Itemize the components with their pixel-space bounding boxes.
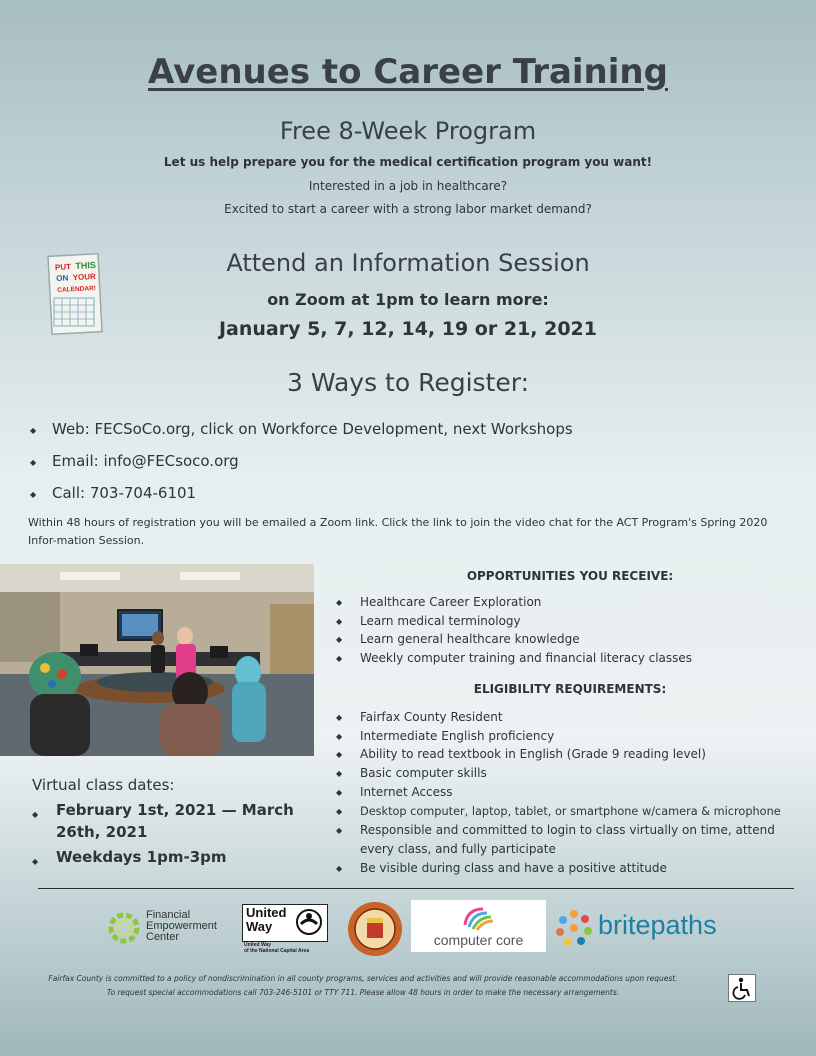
list-item [336,783,796,802]
bullet-icon: ◆ [32,810,39,819]
united-way-caption1: United Way [244,942,272,948]
eligibility-text: Be visible during class and have a positive attitude [360,860,667,875]
bullet-icon: ◆ [336,635,343,645]
partner-logos [0,898,816,958]
badge-this: THIS [75,259,97,272]
eligibility-text: Basic computer skills [360,766,487,781]
accessibility-icon [728,974,756,1002]
bullet-icon: ◆ [30,426,37,435]
virtual-date-range: February 1st, 2021 — March 26th, 2021 [56,801,294,841]
badge-put: PUT [54,262,72,273]
virtual-dates-heading: Virtual class dates: [32,776,175,794]
list-item [336,649,692,668]
register-heading: 3 Ways to Register: [286,368,530,397]
united-way-line2: Way [246,919,273,934]
fec-ring-icon [106,910,142,946]
virtual-dates-list [32,799,322,871]
bullet-icon: ◆ [336,654,343,664]
bullet-icon: ◆ [336,713,343,722]
bullet-icon: ◆ [336,750,343,760]
bullet-icon: ◆ [30,490,37,499]
register-email: Email: info@FECsoco.org [52,452,239,470]
bullet-icon: ◆ [336,826,343,836]
bullet-icon: ◆ [32,857,39,866]
list-item [336,764,796,783]
eligibility-text: Desktop computer, laptop, tablet, or smartphone w/camera & microphone [360,804,781,818]
list-item [30,452,573,484]
britepaths-dots-icon [554,908,594,948]
opportunity-text: Weekly computer training and financial literacy classes [360,651,693,666]
wheelchair-icon [729,975,755,1001]
united-way-hand-icon [295,908,323,936]
britepaths-logo [554,906,734,952]
list-item [336,859,796,878]
list-item [32,799,322,843]
session-heading: Attend an Information Session [226,249,590,277]
computer-core-logo [411,900,546,952]
bullet-icon: ◆ [336,598,343,607]
badge-on: ON [56,273,69,284]
page-title: Avenues to Career Training [148,52,668,92]
list-item [336,708,796,727]
list-item [336,593,692,612]
divider [38,888,794,889]
session-zoom: on Zoom at 1pm to learn more: [267,290,549,309]
virtual-schedule: Weekdays 1pm-3pm [56,848,227,866]
session-dates: January 5, 7, 12, 14, 19 or 21, 2021 [218,318,598,340]
county-seal-icon [346,900,404,958]
list-item [336,612,692,631]
computer-core-swirl-icon [457,903,497,931]
fec-logo [106,908,236,950]
eligibility-text: Internet Access [360,784,453,799]
united-way-logo [242,904,328,960]
opportunities-heading: OPPORTUNITIES YOU RECEIVE: [466,569,674,583]
united-way-line1: United [246,905,287,920]
opportunity-text: Learn general healthcare knowledge [360,632,580,647]
bullet-icon: ◆ [336,863,343,873]
register-call: Call: 703-704-6101 [52,484,197,502]
eligibility-text: Responsible and committed to login to class virtually on time, attend every class, and fully participate [360,823,775,856]
list-item [30,420,573,452]
fec-line2: Empowerment [146,920,217,932]
opportunities-list [336,593,692,668]
bullet-icon: ◆ [336,787,343,797]
list-item [32,846,322,868]
question-healthcare: Interested in a job in healthcare? [308,179,508,193]
badge-calendar: CALENDAR! [57,284,97,294]
opportunity-text: Learn medical terminology [360,613,521,628]
classroom-photo [0,564,314,756]
disclaimer-line1: Fairfax County is committed to a policy of nondiscrimination in all county programs, services and activities and will provide reasonable accommodations upon request. [48,974,678,983]
list-item [30,484,573,516]
fec-line1: Financial [146,909,191,921]
classroom-illustration [0,564,314,756]
list-item [336,727,796,746]
register-note: Within 48 hours of registration you will be emailed a Zoom link. Click the link to join the video chat for the ACT Program's Spring 2020 Infor-mation Session. [28,516,768,547]
disclaimer [0,972,816,1000]
disclaimer-line2: To request special accommodations call 703-246-5101 or TTY 711. Please allow 48 hours in order to make the necessary arrangements. [106,988,620,997]
list-item [336,802,796,822]
bullet-icon: ◆ [336,731,343,741]
list-item [336,745,796,764]
register-web: Web: FECSoCo.org, click on Workforce Development, next Workshops [52,420,573,438]
eligibility-text: Ability to read textbook in English (Grade 9 reading level) [360,747,706,762]
fec-line3: Center [146,931,180,943]
program-subtitle: Free 8-Week Program [279,117,537,145]
tagline: Let us help prepare you for the medical certification program you want! [163,155,653,169]
eligibility-list [336,708,796,877]
united-way-caption2: of the National Capital Area [244,948,310,954]
bullet-icon: ◆ [30,458,37,467]
bullet-icon: ◆ [336,769,343,779]
register-list [30,420,573,516]
question-career: Excited to start a career with a strong labor market demand? [224,202,592,216]
britepaths-text: britepaths [598,910,717,940]
eligibility-text: Fairfax County Resident [360,710,503,724]
eligibility-heading: ELIGIBILITY REQUIREMENTS: [473,682,667,696]
opportunity-text: Healthcare Career Exploration [360,595,542,609]
computer-core-text: computer core [433,932,524,948]
badge-your: YOUR [72,271,97,283]
list-item [336,630,692,649]
list-item [336,821,796,858]
bullet-icon: ◆ [336,616,343,626]
bullet-icon: ◆ [336,806,343,816]
eligibility-text: Intermediate English proficiency [360,728,555,743]
